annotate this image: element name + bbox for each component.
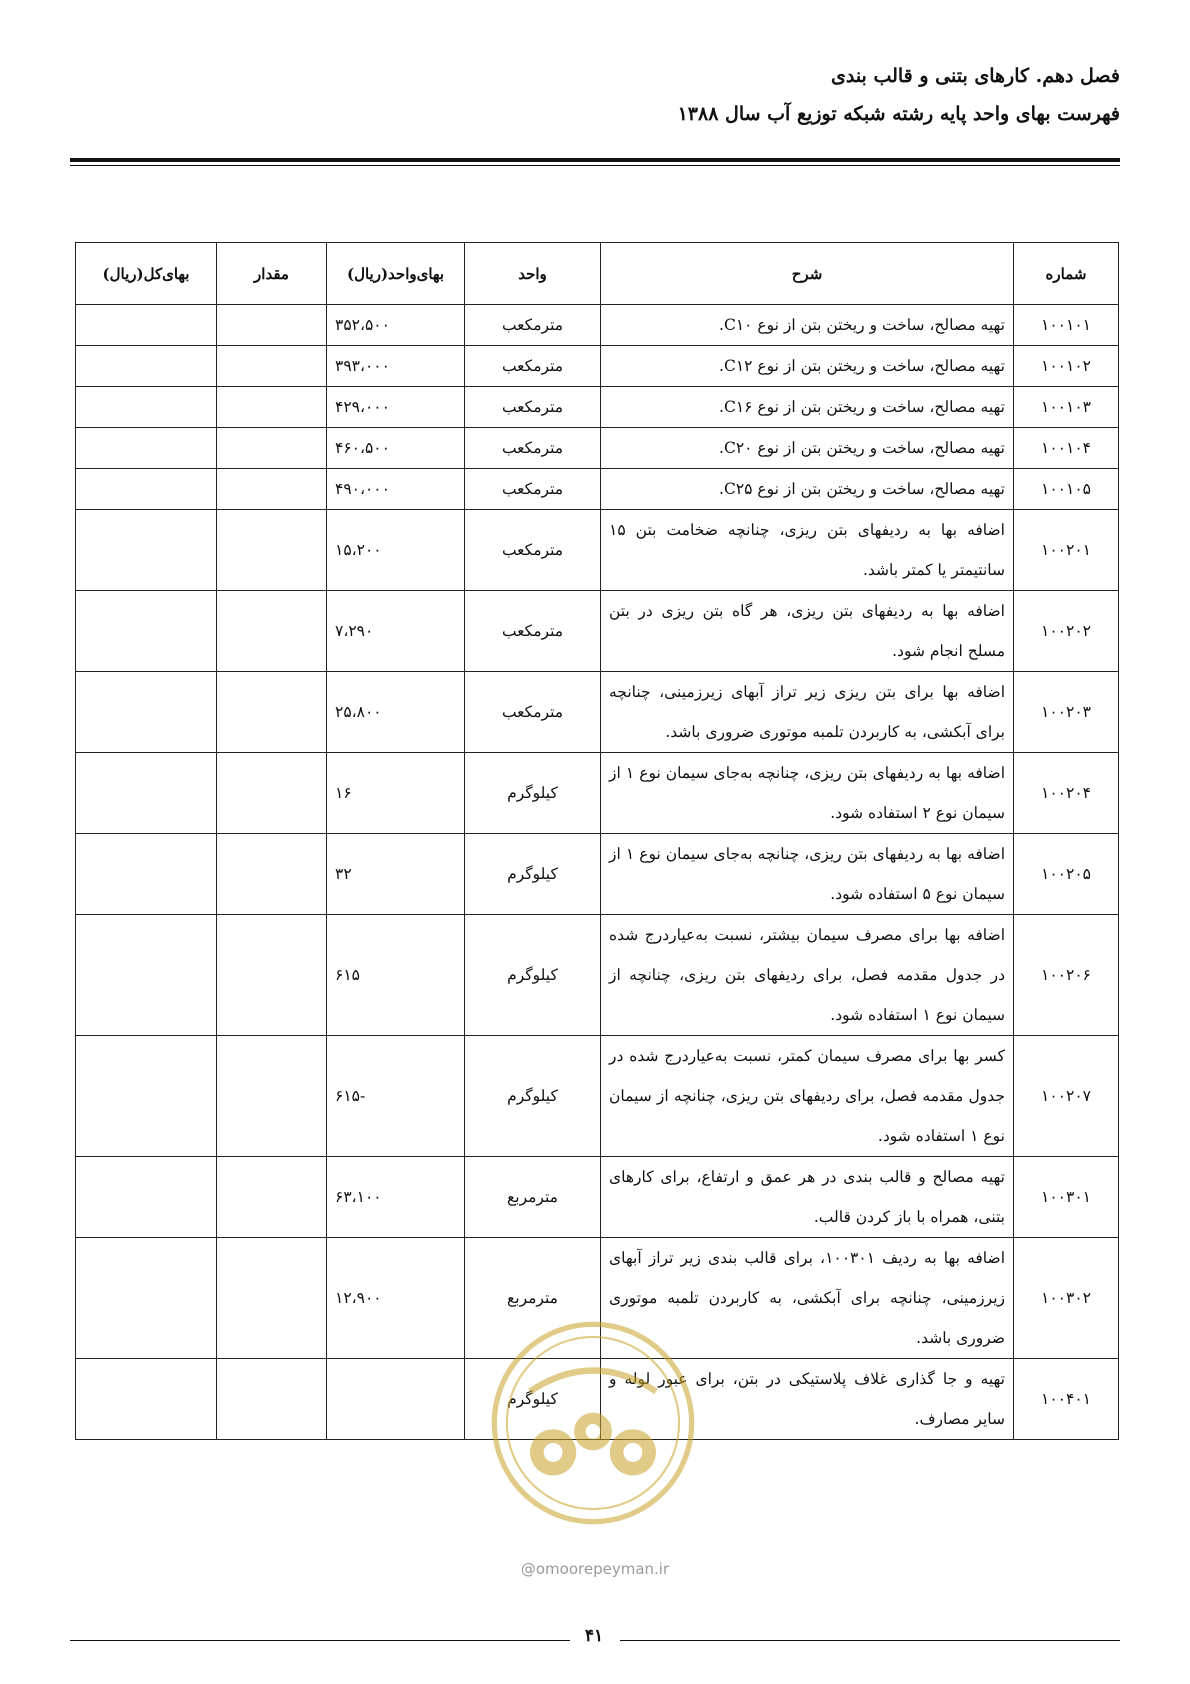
row-description: تهیه و جا گذاری غلاف پلاستیکی در بتن، برای عبور لوله و سایر مصارف. (601, 1359, 1014, 1440)
row-total-price (76, 428, 217, 469)
row-unit: مترمکعب (465, 469, 601, 510)
row-unit-price: ۴۶۰،۵۰۰ (327, 428, 465, 469)
row-description: تهیه مصالح، ساخت و ریختن بتن از نوع C۲۵. (601, 469, 1014, 510)
row-description: اضافه بها به ردیفهای بتن ریزی، چنانچه ضخامت بتن ۱۵ سانتیمتر یا کمتر باشد. (601, 510, 1014, 591)
row-unit: کیلوگرم (465, 1359, 601, 1440)
row-number: ۱۰۰۳۰۱ (1014, 1157, 1119, 1238)
row-unit-price: -۶۱۵ (327, 1036, 465, 1157)
row-number: ۱۰۰۲۰۵ (1014, 834, 1119, 915)
table-row (76, 834, 1119, 915)
row-total-price (76, 915, 217, 1036)
row-number: ۱۰۰۲۰۳ (1014, 672, 1119, 753)
row-description: تهیه مصالح و قالب بندی در هر عمق و ارتفاع، برای کارهای بتنی، همراه با باز کردن قالب. (601, 1157, 1014, 1238)
row-total-price (76, 1359, 217, 1440)
row-number: ۱۰۰۱۰۳ (1014, 387, 1119, 428)
row-quantity (217, 834, 327, 915)
row-unit: مترمربع (465, 1157, 601, 1238)
row-description: تهیه مصالح، ساخت و ریختن بتن از نوع C۱۲. (601, 346, 1014, 387)
row-number: ۱۰۰۲۰۶ (1014, 915, 1119, 1036)
row-number: ۱۰۰۳۰۲ (1014, 1238, 1119, 1359)
row-quantity (217, 591, 327, 672)
row-description: اضافه بها برای بتن ریزی زیر تراز آبهای زیرزمینی، چنانچه برای آبکشی، به کاربردن تلمبه موتوری ضروری باشد. (601, 672, 1014, 753)
row-total-price (76, 1036, 217, 1157)
row-unit: مترمکعب (465, 672, 601, 753)
row-description: اضافه بها به ردیفهای بتن ریزی، هر گاه بتن ریزی در بتن مسلح انجام شود. (601, 591, 1014, 672)
row-unit: مترمکعب (465, 591, 601, 672)
row-total-price (76, 305, 217, 346)
table-row (76, 915, 1119, 1036)
row-description: اضافه بها برای مصرف سیمان بیشتر، نسبت به‌عیاردرج شده در جدول مقدمه فصل، برای ردیفهای بتن ریزی، چنانچه از سیمان نوع ۱ استفاده شود. (601, 915, 1014, 1036)
row-quantity (217, 469, 327, 510)
row-unit-price: ۱۵،۲۰۰ (327, 510, 465, 591)
row-number: ۱۰۰۲۰۲ (1014, 591, 1119, 672)
table-row (76, 1157, 1119, 1238)
header-rule-thick (70, 158, 1120, 162)
row-unit-price (327, 1359, 465, 1440)
row-unit: کیلوگرم (465, 1036, 601, 1157)
footer-rule-right (620, 1640, 1120, 1641)
table-row (76, 428, 1119, 469)
row-unit: کیلوگرم (465, 834, 601, 915)
row-total-price (76, 346, 217, 387)
table-row (76, 1238, 1119, 1359)
row-total-price (76, 672, 217, 753)
row-total-price (76, 387, 217, 428)
row-unit: مترمکعب (465, 510, 601, 591)
row-quantity (217, 346, 327, 387)
row-unit-price: ۳۹۳،۰۰۰ (327, 346, 465, 387)
table-row (76, 510, 1119, 591)
row-number: ۱۰۰۱۰۱ (1014, 305, 1119, 346)
row-unit-price: ۱۲،۹۰۰ (327, 1238, 465, 1359)
table-row (76, 753, 1119, 834)
column-header-quantity: مقدار (217, 243, 327, 305)
row-quantity (217, 1238, 327, 1359)
column-header-unit: واحد (465, 243, 601, 305)
row-unit-price: ۳۲ (327, 834, 465, 915)
table-row (76, 591, 1119, 672)
table-row (76, 1036, 1119, 1157)
row-unit-price: ۱۶ (327, 753, 465, 834)
row-unit: کیلوگرم (465, 915, 601, 1036)
row-unit-price: ۲۵،۸۰۰ (327, 672, 465, 753)
row-description: اضافه بها به ردیفهای بتن ریزی، چنانچه به‌جای سیمان نوع ۱ از سیمان نوع ۲ استفاده شود. (601, 753, 1014, 834)
row-description: اضافه بها به ردیف ۱۰۰۳۰۱، برای قالب بندی زیر تراز آبهای زیرزمینی، چنانچه برای آبکشی، به کاربردن تلمبه موتوری ضروری باشد. (601, 1238, 1014, 1359)
row-number: ۱۰۰۱۰۴ (1014, 428, 1119, 469)
row-quantity (217, 753, 327, 834)
table-row (76, 672, 1119, 753)
row-unit: مترمکعب (465, 428, 601, 469)
row-quantity (217, 672, 327, 753)
row-number: ۱۰۰۴۰۱ (1014, 1359, 1119, 1440)
row-unit: مترمکعب (465, 387, 601, 428)
row-unit: کیلوگرم (465, 753, 601, 834)
column-header-number: شماره (1014, 243, 1119, 305)
row-unit: مترمکعب (465, 305, 601, 346)
chapter-title: فصل دهم. کارهای بتنی و قالب بندی (830, 65, 1120, 87)
table-row (76, 346, 1119, 387)
row-description: کسر بها برای مصرف سیمان کمتر، نسبت به‌عیاردرج شده در جدول مقدمه فصل، برای ردیفهای بتن ریزی، چنانچه از سیمان نوع ۱ استفاده شود. (601, 1036, 1014, 1157)
row-unit: مترمربع (465, 1238, 601, 1359)
row-unit-price: ۴۹۰،۰۰۰ (327, 469, 465, 510)
footer-rule-left (70, 1640, 576, 1641)
row-unit-price: ۶۱۵ (327, 915, 465, 1036)
price-list-table (75, 242, 1119, 1440)
row-total-price (76, 1157, 217, 1238)
row-description: اضافه بها به ردیفهای بتن ریزی، چنانچه به‌جای سیمان نوع ۱ از سیمان نوع ۵ استفاده شود. (601, 834, 1014, 915)
row-total-price (76, 591, 217, 672)
column-header-unit-price: بهای‌واحد(ریال) (327, 243, 465, 305)
page-number: ۴۱ (570, 1626, 618, 1646)
column-header-total-price: بهای‌کل(ریال) (76, 243, 217, 305)
row-description: تهیه مصالح، ساخت و ریختن بتن از نوع C۲۰. (601, 428, 1014, 469)
row-number: ۱۰۰۲۰۷ (1014, 1036, 1119, 1157)
table-row (76, 387, 1119, 428)
row-unit-price: ۷،۲۹۰ (327, 591, 465, 672)
header-rule-thin (70, 165, 1120, 166)
row-description: تهیه مصالح، ساخت و ریختن بتن از نوع C۱۰. (601, 305, 1014, 346)
row-unit-price: ۳۵۲،۵۰۰ (327, 305, 465, 346)
row-total-price (76, 753, 217, 834)
row-unit: مترمکعب (465, 346, 601, 387)
row-total-price (76, 834, 217, 915)
row-description: تهیه مصالح، ساخت و ریختن بتن از نوع C۱۶. (601, 387, 1014, 428)
row-number: ۱۰۰۱۰۵ (1014, 469, 1119, 510)
row-unit-price: ۴۲۹،۰۰۰ (327, 387, 465, 428)
row-quantity (217, 387, 327, 428)
table-row (76, 305, 1119, 346)
table-row (76, 469, 1119, 510)
row-number: ۱۰۰۱۰۲ (1014, 346, 1119, 387)
row-quantity (217, 915, 327, 1036)
row-total-price (76, 510, 217, 591)
row-quantity (217, 1036, 327, 1157)
document-subtitle: فهرست بهای واحد پایه رشته شبکه توزیع آب سال ۱۳۸۸ (677, 103, 1120, 125)
row-total-price (76, 469, 217, 510)
row-total-price (76, 1238, 217, 1359)
row-number: ۱۰۰۲۰۱ (1014, 510, 1119, 591)
column-header-description: شرح (601, 243, 1014, 305)
row-unit-price: ۶۳،۱۰۰ (327, 1157, 465, 1238)
row-quantity (217, 1157, 327, 1238)
table-row (76, 1359, 1119, 1440)
watermark-site-text: @omoorepeyman.ir (520, 1560, 670, 1578)
row-quantity (217, 428, 327, 469)
row-quantity (217, 305, 327, 346)
row-quantity (217, 1359, 327, 1440)
page-header (70, 58, 1120, 134)
table-header-row (76, 243, 1119, 305)
row-quantity (217, 510, 327, 591)
row-number: ۱۰۰۲۰۴ (1014, 753, 1119, 834)
